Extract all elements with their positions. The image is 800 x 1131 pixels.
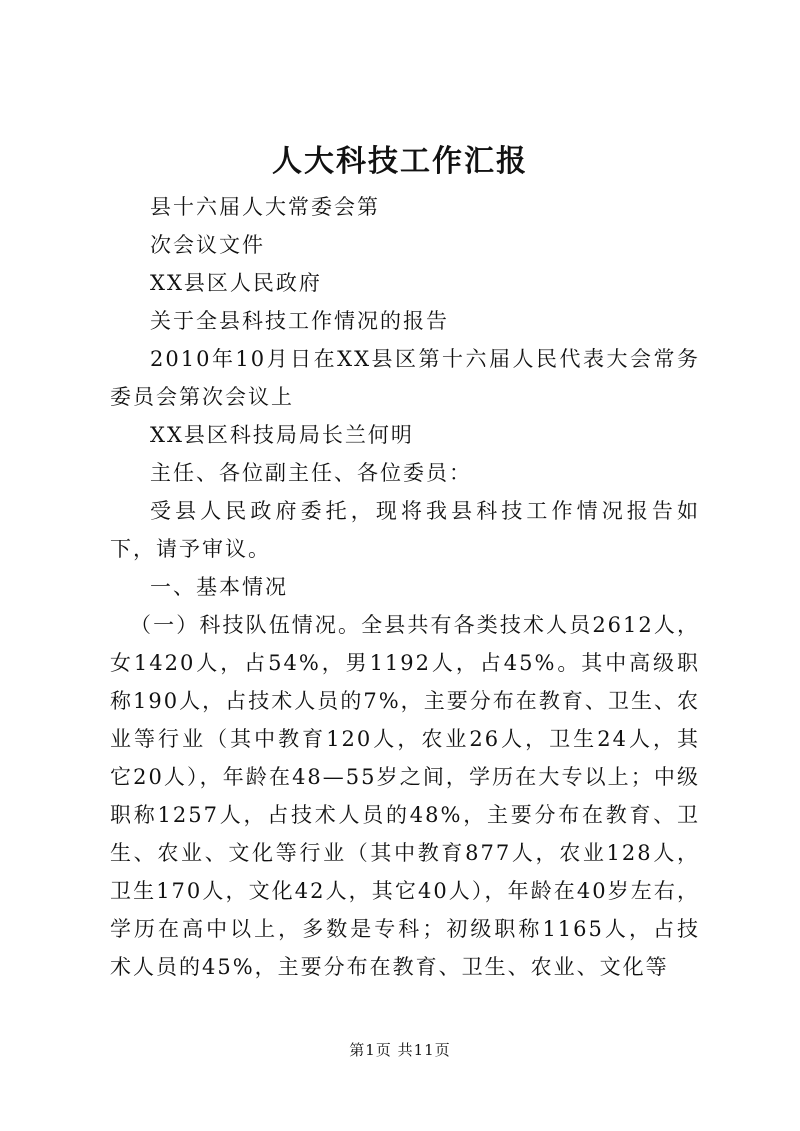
document-body (110, 188, 700, 986)
section-heading-basic-situation: 一、基本情况 (150, 575, 288, 599)
paragraph-issuer: XX县区人民政府 (150, 271, 322, 295)
paragraph-date-venue: 2010年10月日在XX县区第十六届人民代表大会常务委员会第次会议上 (110, 347, 700, 409)
paragraph-salutation: 主任、各位副主任、各位委员： (150, 461, 472, 485)
paragraph-speaker: XX县区科技局局长兰何明 (150, 423, 414, 447)
document-title: 人大科技工作汇报 (272, 144, 528, 179)
paragraph-meeting-name: 县十六届人大常委会第 (150, 195, 380, 219)
paragraph-report-title: 关于全县科技工作情况的报告 (150, 309, 449, 333)
page-number-footer: 第1页 共11页 (349, 1041, 451, 1059)
paragraph-meeting-document: 次会议文件 (150, 233, 265, 257)
paragraph-tech-staff: （一）科技队伍情况。全县共有各类技术人员2612人，女1420人，占54%，男1192人，占45%。其中高级职称190人，占技术人员的7%，主要分布在教育、卫生、农业等行业（其中教育120人，农业26人，卫生24人，其它20人），年龄在48—55岁之间，学历在大专以上；中级职称1257人，占技术人员的48%，主要分布在教育、卫生、农业、文化等行业（其中教育877人，农业128人，卫生170人，文化42人，其它40人），年龄在40岁左右，学历在高中以上，多数是专科；初级职称1165人，占技术人员的45%，主要分布在教育、卫生、农业、文化等 (110, 613, 700, 979)
paragraph-intro: 受县人民政府委托，现将我县科技工作情况报告如下，请予审议。 (110, 499, 700, 561)
